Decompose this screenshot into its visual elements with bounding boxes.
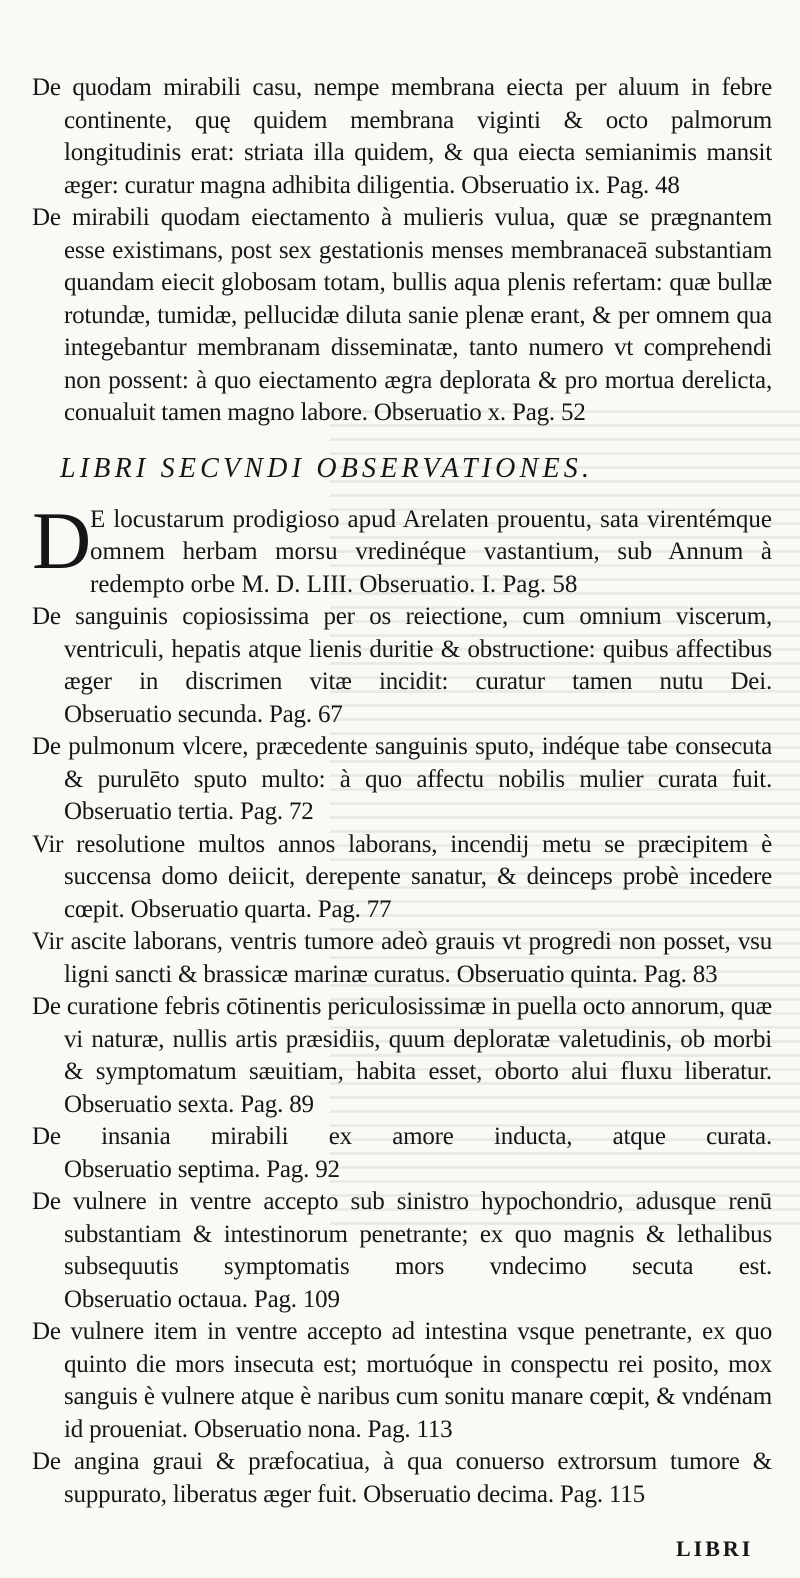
list-item bbox=[32, 72, 772, 202]
first-entry-body bbox=[90, 504, 772, 602]
list-item bbox=[32, 926, 772, 991]
entry-text: De quodam mirabili casu, nempe membrana eiecta per aluum in febre continente, quę quidem membrana viginti & octo palmorum longitudinis erat: striata illa quidem, & qua eiecta semianimis mansit æger: curatur magna adhibita diligentia. bbox=[32, 74, 772, 199]
entry-text: De mirabili quodam eiectamento à mulieris vulua, quæ se prægnantem esse existimans, post sex gestationis menses membranaceā substantiam quandam eiecit globosam totam, bullis aqua plenis refertam: quæ bullæ rotundæ, tumidæ, pellucidæ diluta sanie plenæ erant, & per omnem qua integebantur membranam disseminatæ, tanto numero vt comprehendi non possent: à quo eiectamento ægra deplorata & pro mortua derelicta, conualuit tamen magno labore. bbox=[32, 204, 772, 426]
list-item bbox=[32, 829, 772, 927]
list-item bbox=[32, 1186, 772, 1316]
first-entry bbox=[32, 494, 772, 602]
book-one-entries bbox=[32, 72, 772, 430]
entry-reference: Obseruatio tertia. Pag. 72 bbox=[64, 798, 314, 825]
list-item bbox=[32, 1446, 772, 1511]
entry-text: De vulnere in ventre accepto sub sinistro hypochondrio, adusque renū substantiam & intestinorum penetrante; ex quo magnis & lethalibus subsequutis symptomatis mors vndecimo secuta est. bbox=[32, 1188, 772, 1280]
entry-text: De angina graui & præfocatiua, à qua conuerso extrorsum tumore & suppurato, liberatus æger fuit. bbox=[32, 1448, 772, 1508]
entry-text: De insania mirabili ex amore inducta, atque curata. bbox=[32, 1123, 772, 1150]
entry-reference: Obseruatio sexta. Pag. 89 bbox=[64, 1090, 314, 1118]
book-two-entries bbox=[32, 601, 772, 1511]
entry-reference: Obseruatio. I. Pag. 58 bbox=[359, 570, 578, 598]
list-item bbox=[32, 1316, 772, 1446]
entry-text: De sanguinis copiosissima per os reiectione, cum omnium viscerum, ventriculi, hepatis atque lienis duritie & obstructione: quibus affectibus æger in discrimen vitæ incidit: curatur tamen nutu Dei. bbox=[32, 603, 772, 695]
entry-reference: Obseruatio secunda. Pag. 67 bbox=[64, 700, 343, 728]
entry-text: De curatione febris cōtinentis periculosissimæ in puella octo annorum, quæ vi naturæ, nullis artis præsidiis, quum deploratæ valetudinis, ob morbi & symptomatum sæuitiam, habita esset, oborto alui fluxu liberatur. bbox=[32, 993, 772, 1085]
entry-reference: Obseruatio decima. Pag. 115 bbox=[363, 1480, 645, 1508]
entry-text: De vulnere item in ventre accepto ad intestina vsque penetrante, ex quo quinto die mors insecuta est; mortuóque in conspectu rei posito, mox sanguis è vulnere atque è naribus cum sonitu manare cœpit, & vndénam id proueniat. bbox=[32, 1318, 772, 1443]
drop-capital: D bbox=[32, 494, 92, 586]
entry-text: Vir ascite laborans, ventris tumore adeò grauis vt progredi non posset, vsu ligni sancti & brassicæ marinæ curatus. bbox=[32, 928, 772, 988]
entry-text: De pulmonum vlcere, præcedente sanguinis sputo, indéque tabe consecuta & purulēto sputo multo: à quo affectu nobilis mulier curata fuit. bbox=[32, 733, 772, 793]
entry-text: Vir resolutione multos annos laborans, incendij metu se præcipitem è succensa domo deiicit, derepente sanatur, & deinceps probè incedere cœpit. bbox=[32, 830, 772, 923]
entry-reference: Obseruatio x. Pag. 52 bbox=[373, 399, 586, 426]
entry-reference: Obseruatio octaua. Pag. 109 bbox=[64, 1285, 340, 1313]
list-item bbox=[32, 991, 772, 1121]
entry-reference: Obseruatio quarta. Pag. 77 bbox=[130, 895, 392, 923]
list-item bbox=[32, 1121, 772, 1186]
catchword: LIBRI bbox=[676, 1536, 754, 1561]
section-heading: LIBRI SECVNDI OBSERVATIONES. bbox=[60, 452, 594, 484]
entry-reference: Obseruatio ix. Pag. 48 bbox=[461, 171, 680, 199]
entry-reference: Obseruatio septima. Pag. 92 bbox=[64, 1155, 340, 1183]
list-item bbox=[32, 601, 772, 731]
list-item bbox=[32, 202, 772, 430]
table-of-contents bbox=[32, 72, 772, 1511]
list-item bbox=[32, 731, 772, 829]
entry-text: E locustarum prodigioso apud Arelaten prouentu, sata virentémque omnem herbam morsu vredinéque vastantium, sub Annum à redempto orbe M. D. LIII. bbox=[90, 505, 772, 598]
entry-reference: Obseruatio nona. Pag. 113 bbox=[193, 1415, 453, 1443]
entry-reference: Obseruatio quinta. Pag. 83 bbox=[456, 960, 718, 988]
